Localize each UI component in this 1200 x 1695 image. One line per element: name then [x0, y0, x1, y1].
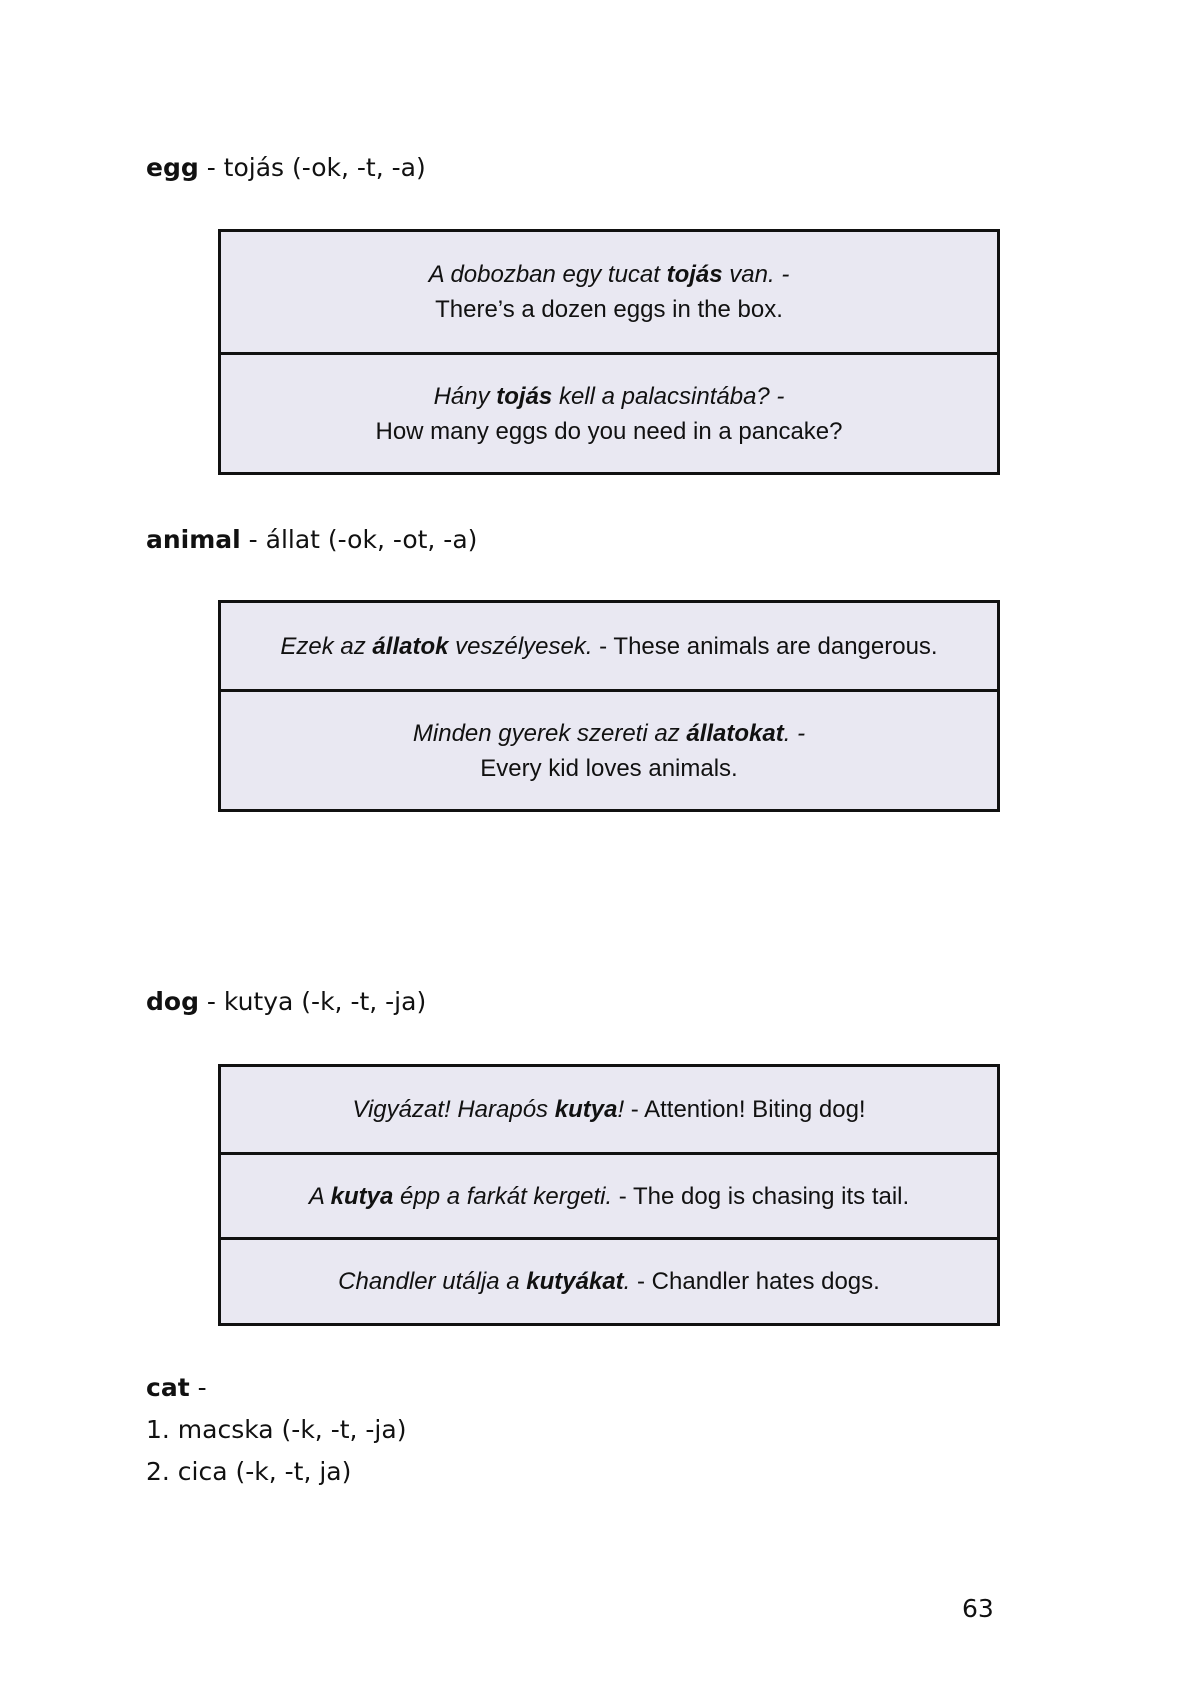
- example-hungarian: Minden gyerek szereti az: [412, 719, 687, 747]
- sense-item: 2. cica (-k, -t, ja): [146, 1457, 352, 1486]
- entry-cat: [146, 1367, 406, 1493]
- entry-head-line: [146, 1367, 406, 1409]
- example-hungarian: Ezek az: [280, 632, 373, 660]
- page-number: 63: [962, 1594, 994, 1623]
- entry-translation: - állat (-ok, -ot, -a): [240, 525, 478, 554]
- example-keyword: tojás: [496, 382, 553, 410]
- example-row: [221, 689, 997, 809]
- entry-headword: cat: [146, 1373, 190, 1402]
- example-keyword: állatok: [372, 632, 449, 660]
- example-english: - These animals are dangerous.: [592, 632, 938, 660]
- example-hungarian: A: [308, 1182, 331, 1210]
- example-hungarian-end: !: [617, 1096, 625, 1123]
- example-table-egg: [218, 229, 1000, 475]
- example-hungarian-end: veszélyesek.: [448, 632, 593, 660]
- entry-translation: -: [189, 1373, 207, 1402]
- entry-headword: dog: [146, 987, 199, 1016]
- example-row: [221, 603, 997, 689]
- example-keyword: kutya: [330, 1182, 394, 1210]
- entry-translation: - kutya (-k, -t, -ja): [198, 987, 427, 1016]
- entry-translation: - tojás (-ok, -t, -a): [198, 153, 426, 182]
- example-hungarian-end: . -: [783, 719, 806, 747]
- example-english: How many eggs do you need in a pancake?: [375, 417, 843, 445]
- example-hungarian-end: van. -: [722, 261, 790, 288]
- example-keyword: tojás: [666, 261, 723, 288]
- example-row: [221, 232, 997, 352]
- sense-item: 1. macska (-k, -t, -ja): [146, 1415, 407, 1444]
- example-hungarian: A dobozban egy tucat: [428, 261, 667, 288]
- example-table-animal: [218, 600, 1000, 812]
- example-hungarian-end: kell a palacsintába? -: [552, 382, 785, 410]
- example-keyword: kutyákat: [526, 1268, 624, 1295]
- example-hungarian: Chandler utálja a: [338, 1268, 527, 1295]
- example-hungarian: Hány: [433, 382, 497, 410]
- example-english: There’s a dozen eggs in the box.: [435, 296, 783, 323]
- example-keyword: kutya: [554, 1096, 618, 1123]
- entry-headword: animal: [146, 525, 241, 554]
- entry-headword: egg: [146, 153, 199, 182]
- example-hungarian: Vigyázat! Harapós: [352, 1096, 555, 1123]
- example-keyword: állatokat: [686, 719, 784, 747]
- example-english: Every kid loves animals.: [480, 754, 738, 782]
- entry-animal: [146, 519, 477, 561]
- example-row: [221, 1067, 997, 1152]
- entry-dog: [146, 981, 426, 1023]
- example-hungarian-end: épp a farkát kergeti.: [393, 1182, 613, 1210]
- example-row: [221, 1237, 997, 1323]
- example-row: [221, 1152, 997, 1237]
- example-english: - Attention! Biting dog!: [624, 1096, 866, 1123]
- example-table-dog: [218, 1064, 1000, 1326]
- example-english: - Chandler hates dogs.: [630, 1268, 880, 1295]
- example-hungarian-end: .: [623, 1268, 631, 1295]
- example-english: - The dog is chasing its tail.: [612, 1182, 910, 1210]
- entry-egg: [146, 147, 426, 189]
- example-row: [221, 352, 997, 472]
